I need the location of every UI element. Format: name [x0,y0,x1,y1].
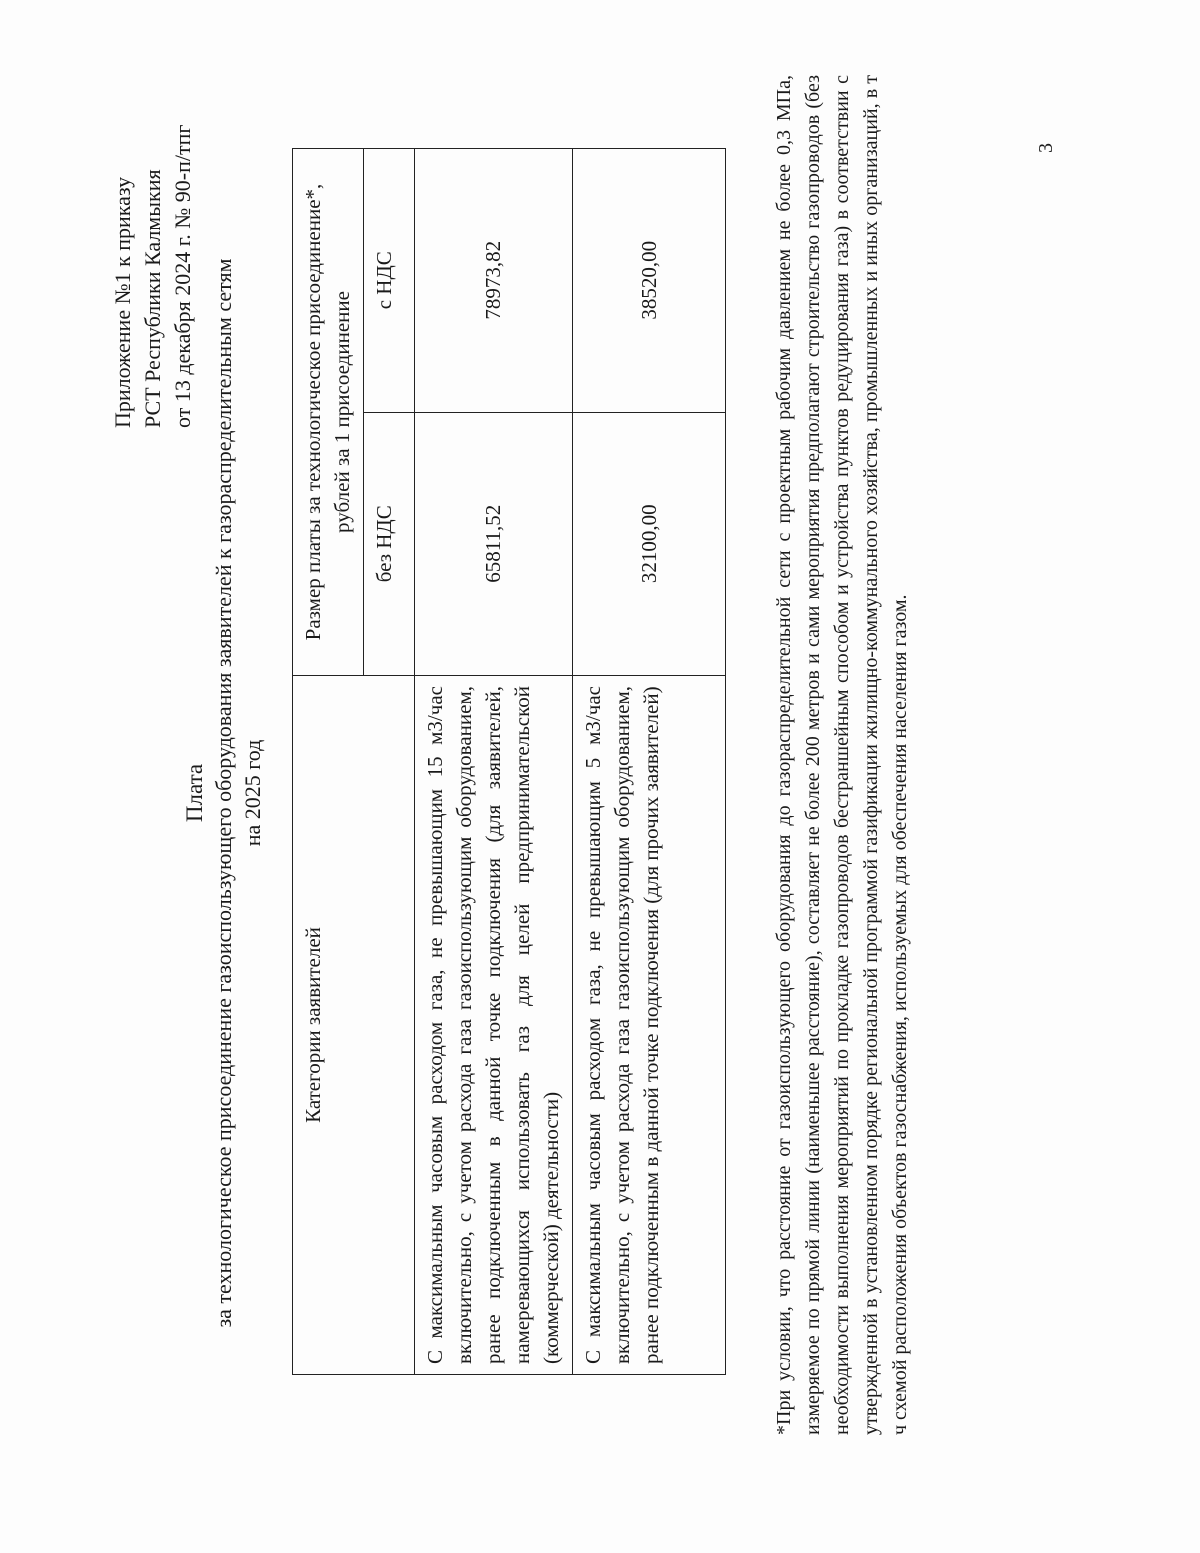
header-fee-size: Размер платы за технологическое присоединение*, рублей за 1 присоединение [293,149,364,676]
header-category: Категории заявителей [293,676,415,1375]
table-header-row [293,149,364,1375]
header-with-vat: с НДС [364,149,415,413]
table-row [573,149,726,1375]
document-title [180,173,267,1413]
header-without-vat: без НДС [364,412,415,676]
title-line-2: за технологическое присоединение газоиспользующего оборудования заявителей к газораспределительным сетям [211,258,236,1328]
footnote: *При условии, что расстояние от газоиспользующего оборудования до газораспределительной сети с проектным рабочим давлением не более 0,3 МПа, измеряемое по прямой линии (наименьшее расстояние), составляет не более 200 метров и сами мероприятия предполагают строительство газопроводов (без необходимости выполнения мероприятий по прокладке газопроводов бестраншейным способом и устройства пунктов редуцирования газа) в соответствии с утвержденной в установленном порядке региональной программой газификации жилищно-коммунального хозяйства, промышленных и иных организаций, в т ч схемой расположения объектов газоснабжения, используемых для обеспечения населения газом. [773,75,911,1435]
row-value-without-vat: 32100,00 [573,412,726,676]
row-value-with-vat: 38520,00 [573,149,726,413]
title-main: Плата [182,763,207,823]
row-category: С максимальным часовым расходом газа, не превышающим 5 м3/час включительно, с учетом расхода газа газоиспользующим оборудованием, ранее подключенным в данной точке подключения (для прочих заявителей) [573,676,726,1375]
row-value-with-vat: 78973,82 [415,149,573,413]
appendix-line-3: от 13 декабря 2024 г. № 90-п/тпг [170,124,195,428]
appendix-line-2: РСТ Республики Калмыкия [140,169,165,428]
appendix-line-1: Приложение №1 к приказу [110,176,135,428]
row-category: С максимальным часовым расходом газа, не превышающим 15 м3/час включительно, с учетом расхода газа газоиспользующим оборудованием, ранее подключенным в данной точке подключения (для заявителей, намеревающихся использовать газ для целей предпринимательской (коммерческой) деятельности) [415,676,573,1375]
page-number: 3 [1035,143,1057,153]
fee-table [292,148,726,1375]
table-row [415,149,573,1375]
title-line-3: на 2025 год [240,739,265,847]
row-value-without-vat: 65811,52 [415,412,573,676]
